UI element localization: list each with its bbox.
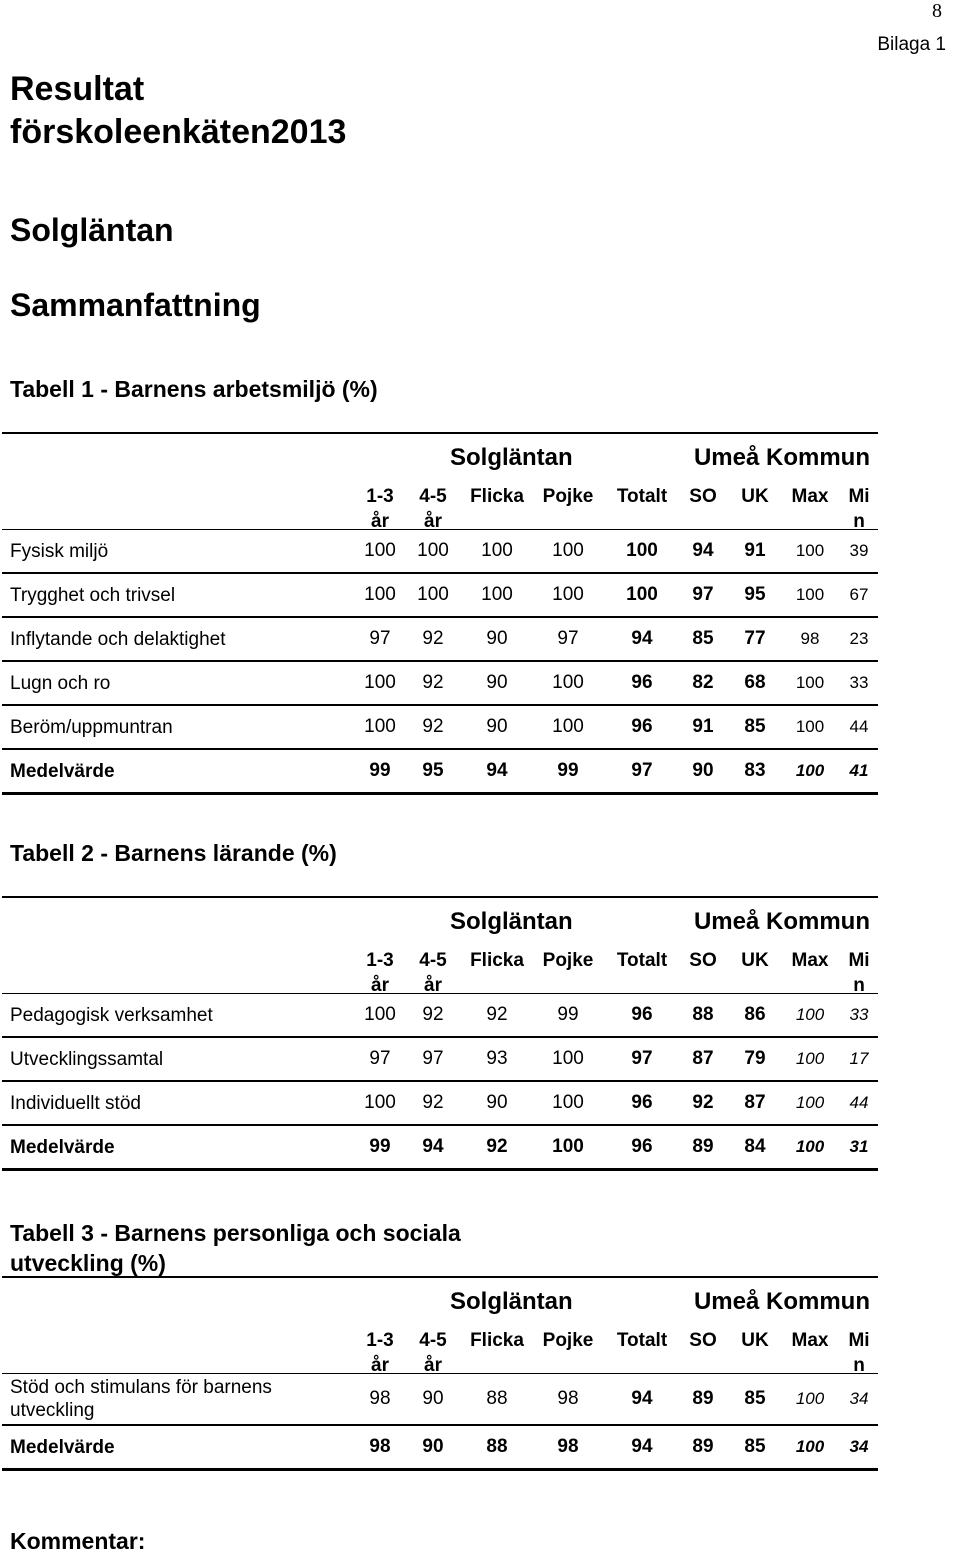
- cell-value: 85: [744, 716, 766, 737]
- column-header-line: 4-5: [419, 950, 447, 971]
- comment-heading: Kommentar:: [10, 1528, 146, 1554]
- row-label: Individuellt stöd: [10, 1092, 141, 1114]
- cell-value: 96: [631, 716, 653, 737]
- cell-value: 92: [486, 1004, 508, 1025]
- table-personal-development: [2, 1276, 878, 1471]
- column-header-line: år: [371, 975, 389, 996]
- column-header-col6: [678, 484, 728, 509]
- row-label: Stöd och stimulans för barnens utveckling: [10, 1377, 272, 1421]
- cell-value: 98: [557, 1388, 579, 1409]
- table-work-environment: [2, 432, 878, 795]
- cell-value: 94: [692, 540, 714, 561]
- cell-value: 99: [369, 760, 391, 781]
- school-name: Solgläntan: [10, 212, 174, 248]
- column-header-line: 4-5: [419, 1330, 447, 1351]
- cell-value: 83: [744, 760, 766, 781]
- row-label: Trygghet och trivsel: [10, 584, 176, 606]
- row-label: Medelvärde: [10, 1136, 115, 1158]
- cell-value: 97: [692, 584, 714, 605]
- group-label-school: Solgläntan: [450, 1288, 573, 1315]
- cell-value: 92: [422, 628, 444, 649]
- cell-value: 99: [557, 760, 579, 781]
- column-header-row: [2, 1328, 878, 1374]
- cell-value: 41: [849, 761, 869, 780]
- column-header-row: [2, 484, 878, 530]
- table-row: [2, 662, 878, 706]
- cell-value: 91: [692, 716, 714, 737]
- cell-value: 33: [849, 673, 869, 692]
- column-header-col4: [538, 948, 598, 973]
- cell-value: 94: [486, 760, 508, 781]
- group-label-municipality: Umeå Kommun: [693, 1288, 870, 1315]
- cell-value: 97: [422, 1048, 444, 1069]
- cell-value: 100: [795, 585, 825, 604]
- table-row: [2, 994, 878, 1038]
- table-row: [2, 1082, 878, 1126]
- table2-caption: Tabell 2 - Barnens lärande (%): [10, 840, 337, 866]
- cell-value: 100: [795, 1389, 825, 1408]
- row-label: Inflytande och delaktighet: [10, 628, 226, 650]
- cell-value: 96: [631, 1092, 653, 1113]
- appendix-label: Bilaga 1: [877, 34, 946, 55]
- column-header-line: n: [853, 975, 865, 996]
- cell-value: 96: [631, 1004, 653, 1025]
- row-label: Pedagogisk verksamhet: [10, 1004, 213, 1026]
- cell-value: 67: [849, 585, 869, 604]
- cell-value: 100: [626, 540, 658, 561]
- column-header-line: Mi: [848, 950, 870, 971]
- cell-value: 90: [692, 760, 714, 781]
- cell-value: 100: [552, 1048, 584, 1069]
- cell-value: 82: [692, 672, 714, 693]
- column-header-line: n: [853, 511, 865, 532]
- table1-caption: Tabell 1 - Barnens arbetsmiljö (%): [10, 376, 378, 402]
- cell-value: 90: [422, 1436, 444, 1457]
- cell-value: 100: [364, 1092, 396, 1113]
- document-title: Resultat förskoleenkäten2013: [10, 70, 347, 151]
- table3-caption: Tabell 3 - Barnens personliga och sociala utveckling (%): [10, 1220, 461, 1276]
- cell-value: 33: [849, 1005, 869, 1024]
- cell-value: 85: [744, 1436, 766, 1457]
- column-header-line: Max: [791, 950, 829, 971]
- cell-value: 89: [692, 1436, 714, 1457]
- cell-value: 23: [849, 629, 869, 648]
- cell-value: 100: [552, 716, 584, 737]
- column-header-line: Totalt: [616, 486, 668, 507]
- column-header-line: Totalt: [616, 1330, 668, 1351]
- column-header-line: Mi: [848, 1330, 870, 1351]
- cell-value: 99: [557, 1004, 579, 1025]
- cell-value: 85: [692, 628, 714, 649]
- row-label: Medelvärde: [10, 760, 115, 782]
- cell-value: 34: [849, 1437, 869, 1456]
- cell-value: 87: [692, 1048, 714, 1069]
- cell-value: 90: [486, 1092, 508, 1113]
- cell-value: 99: [369, 1136, 391, 1157]
- column-header-col1: [355, 948, 405, 998]
- column-header-col8: [782, 1328, 838, 1353]
- summary-heading: Sammanfattning: [10, 287, 261, 323]
- column-header-col7: [730, 484, 780, 509]
- cell-value: 44: [849, 1093, 869, 1112]
- column-header-col2: [407, 484, 459, 534]
- cell-value: 17: [849, 1049, 869, 1068]
- group-label-municipality: Umeå Kommun: [693, 444, 870, 471]
- mean-row: [2, 1126, 878, 1171]
- cell-value: 100: [552, 1092, 584, 1113]
- column-header-col9: [840, 1328, 878, 1378]
- cell-value: 94: [631, 1436, 653, 1457]
- cell-value: 85: [744, 1388, 766, 1409]
- column-header-col4: [538, 1328, 598, 1353]
- column-header-line: Flicka: [470, 486, 524, 507]
- row-label: Beröm/uppmuntran: [10, 716, 173, 738]
- column-header-line: Pojke: [542, 950, 594, 971]
- cell-value: 100: [795, 541, 825, 560]
- table-row: [2, 1374, 878, 1426]
- row-label: Medelvärde: [10, 1436, 115, 1458]
- cell-value: 98: [800, 629, 820, 648]
- cell-value: 44: [849, 717, 869, 736]
- column-header-line: år: [424, 975, 442, 996]
- column-header-col8: [782, 484, 838, 509]
- cell-value: 97: [369, 628, 391, 649]
- column-header-col5: [609, 1328, 675, 1353]
- cell-value: 100: [795, 1437, 825, 1456]
- column-header-line: år: [371, 1355, 389, 1376]
- column-header-line: Pojke: [542, 486, 594, 507]
- column-header-line: 1-3: [366, 486, 394, 507]
- column-header-line: SO: [689, 1330, 717, 1351]
- column-group-header: [2, 1278, 878, 1328]
- cell-value: 88: [486, 1388, 508, 1409]
- cell-value: 90: [486, 628, 508, 649]
- column-header-line: Mi: [848, 486, 870, 507]
- cell-value: 39: [849, 541, 869, 560]
- cell-value: 100: [552, 1136, 584, 1157]
- cell-value: 95: [744, 584, 766, 605]
- cell-value: 100: [795, 761, 825, 780]
- row-label: Utvecklingssamtal: [10, 1048, 164, 1070]
- table-learning: [2, 896, 878, 1171]
- cell-value: 100: [552, 672, 584, 693]
- row-label: Fysisk miljö: [10, 540, 109, 562]
- column-header-line: Max: [791, 486, 829, 507]
- cell-value: 100: [364, 672, 396, 693]
- cell-value: 88: [692, 1004, 714, 1025]
- cell-value: 95: [422, 760, 444, 781]
- column-header-line: Max: [791, 1330, 829, 1351]
- table-row: [2, 618, 878, 662]
- column-group-header: [2, 898, 878, 948]
- cell-value: 92: [486, 1136, 508, 1157]
- cell-value: 88: [486, 1436, 508, 1457]
- cell-value: 100: [417, 584, 449, 605]
- cell-value: 89: [692, 1136, 714, 1157]
- cell-value: 90: [486, 716, 508, 737]
- column-header-line: UK: [741, 486, 769, 507]
- column-header-col5: [609, 484, 675, 509]
- column-header-col2: [407, 1328, 459, 1378]
- column-header-line: 1-3: [366, 950, 394, 971]
- cell-value: 96: [631, 672, 653, 693]
- column-header-line: år: [424, 511, 442, 532]
- column-header-row: [2, 948, 878, 994]
- cell-value: 100: [795, 1093, 825, 1112]
- table-row: [2, 574, 878, 618]
- table-row: [2, 1038, 878, 1082]
- cell-value: 89: [692, 1388, 714, 1409]
- mean-row: [2, 750, 878, 795]
- group-label-municipality: Umeå Kommun: [693, 908, 870, 935]
- cell-value: 87: [744, 1092, 766, 1113]
- column-header-line: Pojke: [542, 1330, 594, 1351]
- column-header-line: Totalt: [616, 950, 668, 971]
- cell-value: 100: [552, 540, 584, 561]
- cell-value: 100: [795, 673, 825, 692]
- column-header-col4: [538, 484, 598, 509]
- cell-value: 90: [486, 672, 508, 693]
- cell-value: 100: [364, 1004, 396, 1025]
- column-header-col2: [407, 948, 459, 998]
- cell-value: 100: [626, 584, 658, 605]
- cell-value: 92: [422, 672, 444, 693]
- cell-value: 92: [692, 1092, 714, 1113]
- column-header-col8: [782, 948, 838, 973]
- mean-row: [2, 1426, 878, 1471]
- cell-value: 84: [744, 1136, 766, 1157]
- column-header-line: Flicka: [470, 1330, 524, 1351]
- cell-value: 93: [486, 1048, 508, 1069]
- row-label: Lugn och ro: [10, 672, 111, 694]
- cell-value: 100: [795, 717, 825, 736]
- group-label-school: Solgläntan: [450, 444, 573, 471]
- cell-value: 100: [364, 716, 396, 737]
- column-header-col1: [355, 1328, 405, 1378]
- column-header-line: 4-5: [419, 486, 447, 507]
- cell-value: 100: [795, 1005, 825, 1024]
- cell-value: 86: [744, 1004, 766, 1025]
- column-header-col3: [464, 1328, 530, 1353]
- cell-value: 97: [631, 760, 653, 781]
- cell-value: 77: [744, 628, 766, 649]
- cell-value: 31: [849, 1137, 869, 1156]
- cell-value: 100: [417, 540, 449, 561]
- table-row: [2, 706, 878, 750]
- cell-value: 100: [552, 584, 584, 605]
- cell-value: 94: [631, 628, 653, 649]
- cell-value: 90: [422, 1388, 444, 1409]
- column-header-col9: [840, 484, 878, 534]
- cell-value: 92: [422, 1004, 444, 1025]
- cell-value: 97: [631, 1048, 653, 1069]
- column-header-line: UK: [741, 950, 769, 971]
- cell-value: 96: [631, 1136, 653, 1157]
- cell-value: 92: [422, 1092, 444, 1113]
- cell-value: 97: [557, 628, 579, 649]
- page-number: 8: [932, 0, 942, 22]
- cell-value: 100: [364, 540, 396, 561]
- cell-value: 68: [744, 672, 766, 693]
- cell-value: 100: [795, 1049, 825, 1068]
- column-header-col7: [730, 948, 780, 973]
- column-group-header: [2, 434, 878, 484]
- cell-value: 98: [369, 1436, 391, 1457]
- column-header-col3: [464, 484, 530, 509]
- column-header-line: år: [424, 1355, 442, 1376]
- cell-value: 91: [744, 540, 766, 561]
- column-header-line: n: [853, 1355, 865, 1376]
- column-header-line: år: [371, 511, 389, 532]
- cell-value: 100: [481, 584, 513, 605]
- column-header-col6: [678, 1328, 728, 1353]
- column-header-line: UK: [741, 1330, 769, 1351]
- cell-value: 100: [364, 584, 396, 605]
- cell-value: 79: [744, 1048, 766, 1069]
- column-header-col9: [840, 948, 878, 998]
- column-header-line: Flicka: [470, 950, 524, 971]
- cell-value: 94: [631, 1388, 653, 1409]
- column-header-col5: [609, 948, 675, 973]
- cell-value: 34: [849, 1389, 869, 1408]
- cell-value: 92: [422, 716, 444, 737]
- column-header-col3: [464, 948, 530, 973]
- cell-value: 100: [481, 540, 513, 561]
- column-header-line: 1-3: [366, 1330, 394, 1351]
- cell-value: 97: [369, 1048, 391, 1069]
- cell-value: 98: [369, 1388, 391, 1409]
- cell-value: 94: [422, 1136, 444, 1157]
- column-header-col1: [355, 484, 405, 534]
- column-header-col6: [678, 948, 728, 973]
- column-header-line: SO: [689, 486, 717, 507]
- column-header-line: SO: [689, 950, 717, 971]
- cell-value: 98: [557, 1436, 579, 1457]
- group-label-school: Solgläntan: [450, 908, 573, 935]
- column-header-col7: [730, 1328, 780, 1353]
- cell-value: 100: [795, 1137, 825, 1156]
- table-row: [2, 530, 878, 574]
